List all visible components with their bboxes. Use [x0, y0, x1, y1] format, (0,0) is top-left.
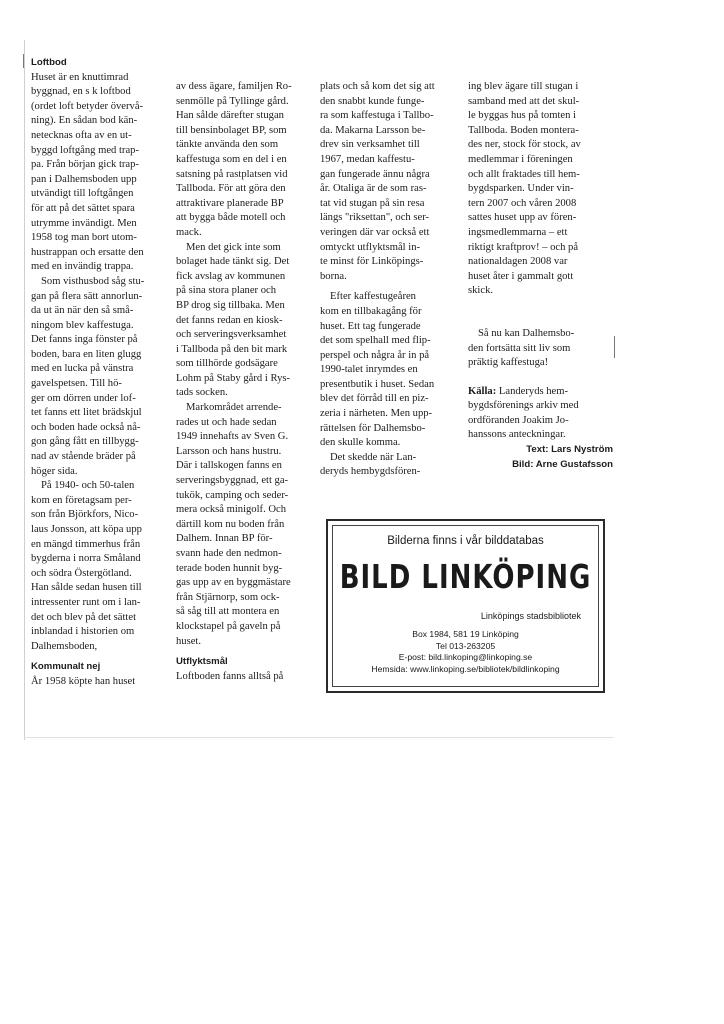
text-line: längs "riksettan", och ser- [320, 212, 430, 224]
source-line: Landeryds hem- [496, 385, 569, 397]
text-line: från Stjärnorp, som ock- [176, 591, 280, 603]
paragraph [468, 80, 613, 299]
text-line: ingsmedlemmarna – ett [468, 226, 568, 238]
subheading-utflyktsmal: Utflyktsmål [176, 656, 228, 668]
text-line: presentbutik i huset. Sedan [320, 378, 435, 390]
text-line: medlemmar i föreningen [468, 153, 573, 165]
text-line: ningom blev kaffestuga. [31, 319, 134, 331]
text-line: Efter kaffestugeåren [330, 291, 416, 303]
text-line: i Tallboda på den bit mark [176, 343, 288, 355]
text-line: pan i Dalhemsboden upp [31, 173, 137, 185]
text-line: blev det förråd till en piz- [320, 393, 429, 405]
text-line: ning). En sådan bod kän- [31, 115, 138, 127]
text-line: och södra Östergötland. [31, 567, 132, 579]
text-line: byggd loftgång med trap- [31, 144, 139, 156]
article-column-3 [320, 80, 465, 480]
text-line: Han sålde därefter stugan [176, 110, 284, 122]
text-line: rättelsen för Dalhemsbo- [320, 422, 426, 434]
text-line: plats och så kom det sig att [320, 81, 435, 92]
text-line: omtyckt utflyktsmål in- [320, 241, 421, 253]
paragraph [176, 670, 316, 685]
text-line: terade boden hunnit byg- [176, 562, 283, 574]
text-line: drev sin verksamhet till [320, 139, 420, 151]
text-line: tern 2007 och våren 2008 [468, 197, 577, 209]
text-line: som tillhörde godsägare [176, 358, 278, 370]
text-line: huset. [176, 635, 202, 647]
text-line: mack. [176, 226, 202, 238]
paragraph [176, 401, 316, 649]
text-line: 1949 innehafts av Sven G. [176, 431, 289, 443]
stamp-address: Box 1984, 581 19 Linköping [412, 629, 519, 639]
text-line: byggnad, en s k loftbod [31, 86, 131, 98]
text-line: nad av stående bräder på [31, 451, 136, 463]
text-line: des ner, stock för stock, av [468, 139, 581, 151]
text-line: hustrappan och ersatte den [31, 246, 144, 258]
text-line: samband med att det skul- [468, 95, 580, 107]
text-line: Larsson och hans hustru. [176, 445, 282, 457]
text-line: kaffestuga som en del i en [176, 153, 287, 165]
paragraph [468, 327, 613, 371]
text-line: netecknas ofta av en ut- [31, 129, 132, 141]
text-line: laus Jonsson, att köpa upp [31, 524, 142, 535]
text-line: den snabbt kunde funge- [320, 95, 425, 107]
text-line: Där i tallskogen fanns en [176, 460, 282, 472]
source-line: ordföranden Joakim Jo- [468, 414, 569, 426]
text-line: Det skedde när Lan- [330, 451, 417, 463]
text-line: tat vid stugan på sin resa [320, 197, 425, 209]
text-line: attraktivare planerade BP [176, 197, 284, 209]
text-line: av dess ägare, familjen Ro- [176, 81, 292, 92]
text-line: senmölle på Tyllinge gård. [176, 95, 289, 107]
stamp-website: Hemsida: www.linkoping.se/bibliotek/bildlinkoping [371, 663, 560, 674]
credit-photo: Bild: Arne Gustafsson [512, 458, 613, 470]
scan-mark [614, 336, 615, 358]
text-line: borna. [320, 270, 347, 282]
text-line: 1958 tog man bort utom- [31, 232, 137, 244]
text-line: pa. Från början gick trap- [31, 159, 139, 171]
subheading-loftbod: Loftbod [31, 57, 67, 68]
text-line: för att på det sättet spara [31, 202, 135, 214]
text-line: ing blev ägare till stugan i [468, 81, 579, 92]
paragraph [320, 290, 465, 451]
paragraph [31, 275, 171, 479]
text-line: tänkte använda den som [176, 139, 279, 151]
text-line: utvändigt till loftgången [31, 188, 134, 200]
text-line: klockstapel på gaveln på [176, 620, 281, 632]
text-line: Det fanns inga fönster på [31, 334, 138, 346]
text-line: kom en tillbakagång för [320, 305, 422, 317]
text-line: så såg till att montera en [176, 606, 280, 618]
text-line: Lohm på Staby gård i Rys- [176, 372, 291, 384]
text-line: huset. Ett tag fungerade [320, 320, 421, 332]
credit-text: Text: Lars Nyström [526, 444, 613, 456]
text-line: År 1958 köpte han huset [31, 675, 136, 687]
text-line: son från Björkfors, Nico- [31, 509, 139, 521]
text-line: det fanns redan en kiosk- [176, 314, 283, 326]
paragraph [31, 675, 171, 690]
article-column-4 [468, 80, 613, 472]
text-line: tads socken. [176, 387, 228, 399]
text-line: Dalhemsboden, [31, 640, 98, 652]
text-line: da ut än när den så små- [31, 305, 134, 317]
text-line: Tallboda. Boden montera- [468, 124, 579, 136]
text-line: Så nu kan Dalhemsbo- [478, 327, 575, 339]
text-line: (ordet loft betyder övervå- [31, 100, 144, 112]
text-line: höger sida. [31, 465, 78, 477]
text-line: den fortsätta sitt liv som [468, 342, 571, 354]
text-line: den skulle komma. [320, 437, 401, 449]
text-line: inblandad i historien om [31, 626, 135, 638]
text-line: gan fungerade ännu några [320, 168, 430, 180]
text-line: med en lucka på vänstra [31, 363, 134, 375]
text-line: gon gång fått en tillbygg- [31, 436, 139, 448]
text-line: huset åter i gammalt gott [468, 270, 574, 282]
library-stamp [326, 519, 605, 693]
article-column-1 [31, 56, 171, 690]
text-line: ger om dörren under lof- [31, 392, 136, 404]
text-line: Men det gick inte som [186, 241, 281, 253]
text-line: gan på flera sätt annorlun- [31, 290, 143, 302]
text-line: gas upp av en byggmästare [176, 577, 291, 589]
text-line: På 1940- och 50-talen [41, 480, 135, 492]
text-line: gavelspetsen. Till hö- [31, 378, 122, 390]
stamp-email: E-post: bild.linkoping@linkoping.se [398, 652, 533, 662]
text-line: riktigt kraftprov! – och på [468, 241, 579, 253]
text-line: Dalhem. Innan BP för- [176, 533, 273, 545]
text-line: och boden hade också nå- [31, 421, 141, 433]
text-line: det som spelhall med flip- [320, 335, 431, 347]
text-line: till bensinbolaget BP, som [176, 124, 287, 136]
scan-edge [24, 737, 614, 738]
article-column-2 [176, 80, 316, 684]
source-note [468, 385, 613, 443]
text-line: år. Otaliga är de som ras- [320, 183, 427, 195]
text-line: Huset är en knuttimrad [31, 71, 129, 83]
text-line: deryds hembygdsfören- [320, 466, 421, 478]
source-label: Källa: [468, 385, 497, 397]
text-line: zeria i närheten. Men upp- [320, 408, 433, 420]
text-line: perspel och några år in på [320, 349, 430, 361]
text-line: Som visthusbod såg stu- [41, 275, 145, 287]
stamp-subtitle: Linköpings stadsbibliotek [480, 611, 581, 621]
text-line: en mängd timmerhus från [31, 538, 141, 550]
text-line: Tallboda. För att göra den [176, 183, 286, 195]
text-line: skick. [468, 285, 494, 297]
text-line: bolaget hade tänkt sig. Det [176, 256, 290, 268]
text-line: veringen där var också ett [320, 226, 430, 238]
paragraph [176, 80, 316, 241]
text-line: BP drog sig tillbaka. Men [176, 299, 285, 311]
text-line: intressenter runt om i lan- [31, 596, 141, 608]
text-line: boden, bara en liten glugg [31, 348, 142, 360]
text-line: utrymme invändigt. Men [31, 217, 137, 229]
scan-mark [23, 54, 24, 68]
text-line: Han sålde sedan husen till [31, 582, 142, 594]
text-line: mera också minigolf. Och [176, 504, 287, 516]
text-line: det och blev på det sättet [31, 611, 137, 623]
text-line: 1990-talet inrymdes en [320, 364, 418, 376]
text-line: bygderna i norra Småland [31, 553, 141, 565]
paragraph [320, 451, 465, 480]
source-line: bygdsförenings arkiv med [468, 400, 579, 412]
text-line: satsning på rastplatsen vid [176, 168, 288, 180]
text-line: tet fanns ett litet brädskjul [31, 407, 142, 419]
text-line: nationaldagen 2008 var [468, 256, 568, 268]
text-line: präktig kaffestuga! [468, 357, 549, 369]
text-line: ra som kaffestuga i Tallbo- [320, 110, 434, 122]
text-line: bygdsparken. Under vin- [468, 183, 574, 195]
text-line: fick avslag av kommunen [176, 270, 286, 282]
text-line: serveringsbyggnad, ett ga- [176, 475, 289, 487]
text-line: att bygga både motell och [176, 212, 286, 224]
stamp-address-block [328, 629, 603, 675]
text-line: kom en företagsam per- [31, 494, 132, 506]
text-line: på sina stora planer och [176, 285, 277, 297]
text-line: 1967, medan kaffestu- [320, 153, 415, 165]
stamp-heading: Bilderna finns i vår bilddatabas [387, 535, 544, 547]
text-line: och allt fraktades till hem- [468, 168, 580, 180]
text-line: Loftboden fanns alltså på [176, 670, 284, 682]
paragraph [320, 80, 465, 284]
stamp-title: BILD LINKÖPING [339, 559, 592, 597]
text-line: med en invändig trappa. [31, 261, 134, 273]
paragraph [176, 241, 316, 402]
source-line: hanssons anteckningar. [468, 429, 566, 441]
text-line: Markområdet arrende- [186, 402, 282, 414]
text-line: därtill kom nu boden från [176, 518, 285, 530]
text-line: tukök, camping och seder- [176, 489, 289, 501]
text-line: svann hade den nedmon- [176, 548, 282, 559]
text-line: rades ut och hade sedan [176, 416, 277, 428]
stamp-phone: Tel 013-263205 [435, 640, 496, 651]
subheading-kommunalt-nej: Kommunalt nej [31, 661, 101, 673]
text-line: le byggas hus på tomten i [468, 110, 576, 122]
paragraph [31, 71, 171, 275]
text-line: och serveringsverksamhet [176, 329, 287, 341]
text-line: te minst för Linköpings- [320, 256, 424, 268]
text-line: sattes huset upp av fören- [468, 212, 577, 224]
text-line: da. Makarna Larsson be- [320, 124, 426, 136]
paragraph [31, 479, 171, 654]
